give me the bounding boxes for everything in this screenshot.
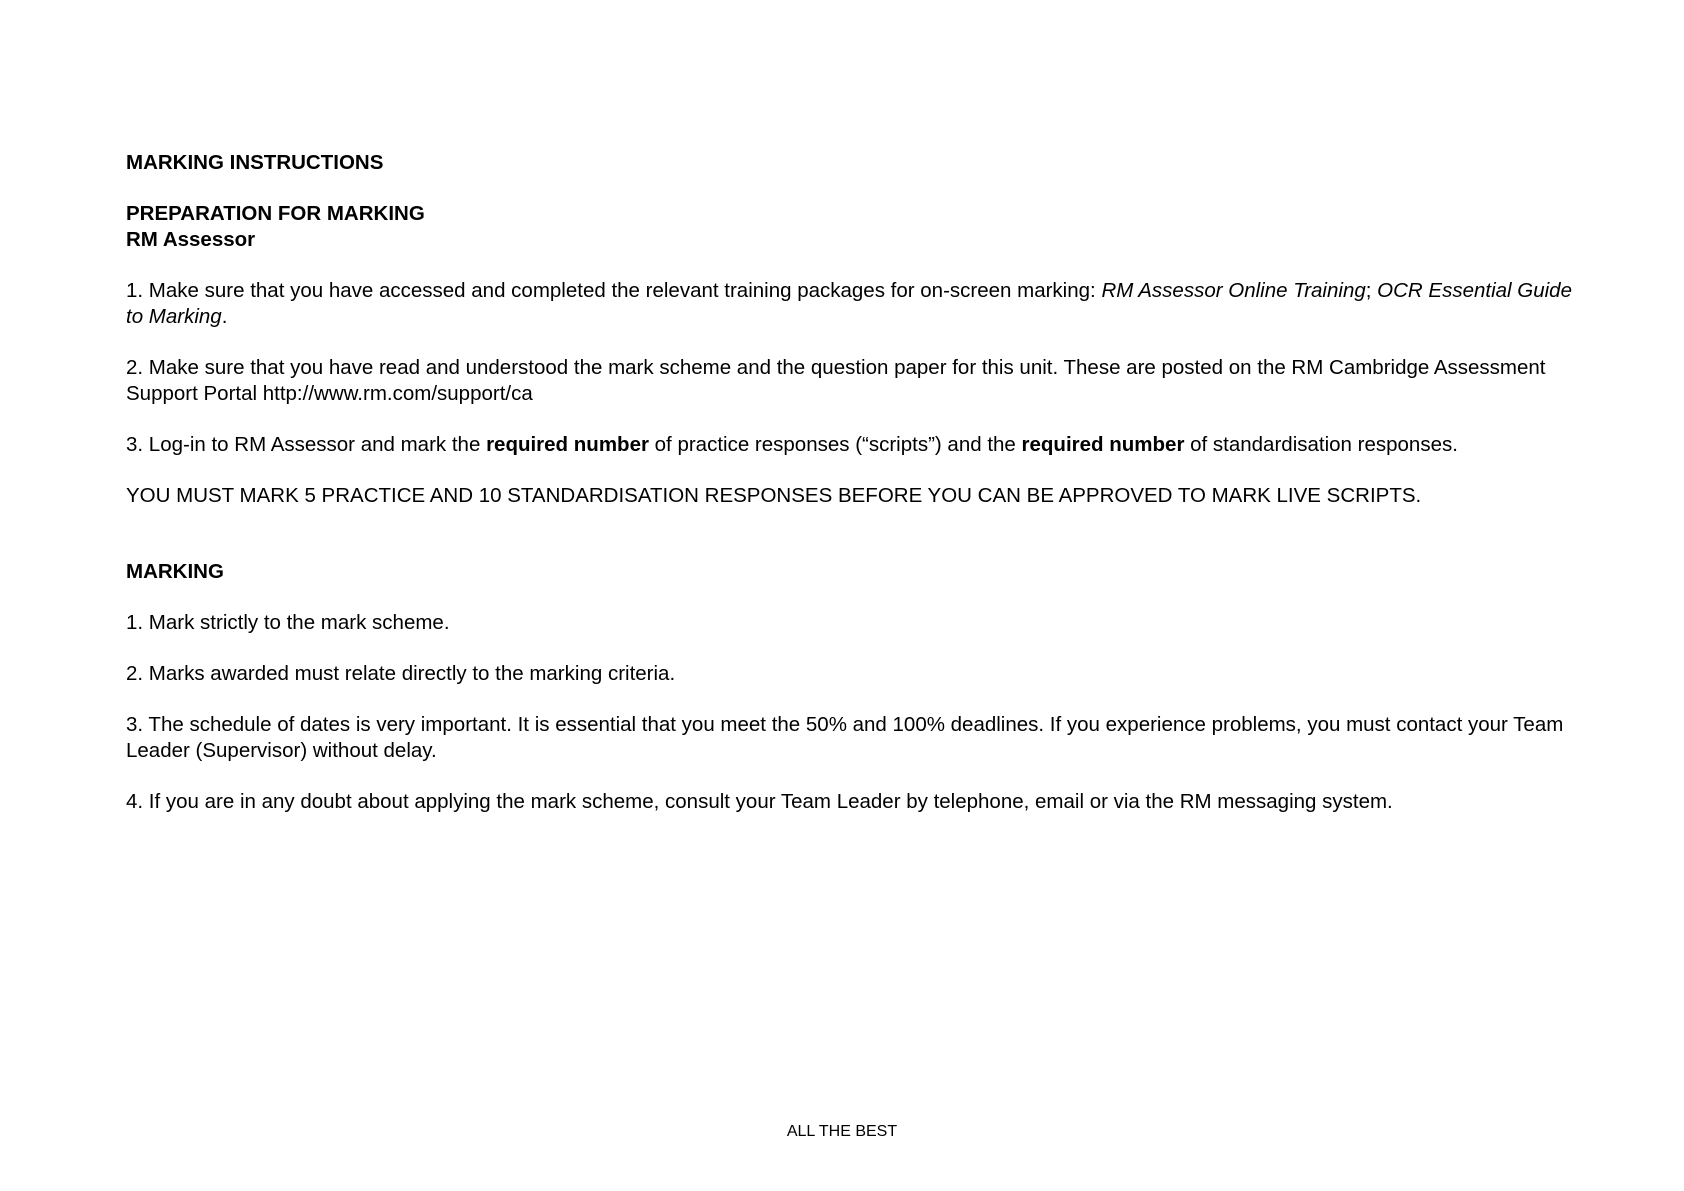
marking-item-2: 2. Marks awarded must relate directly to the marking criteria. xyxy=(126,662,676,685)
preparation-item-3-text-a: 3. Log-in to RM Assessor and mark the xyxy=(126,433,487,456)
marking-heading: MARKING xyxy=(126,560,224,583)
preparation-item-3 xyxy=(126,432,1576,458)
preparation-item-3-text-b: of practice responses (“scripts”) and the xyxy=(648,433,1022,456)
preparation-heading: PREPARATION FOR MARKING xyxy=(126,202,425,225)
preparation-item-1-end: . xyxy=(221,305,228,328)
training-title-rm-assessor: RM Assessor Online Training xyxy=(1101,279,1366,302)
marking-item-3: 3. The schedule of dates is very important. It is essential that you meet the 50% and 100% deadlines. If you experience problems, you must contact your Team Leader (Supervisor) without delay. xyxy=(126,713,1564,762)
preparation-item-3-text-c: of standardisation responses. xyxy=(1184,433,1458,456)
preparation-item-1-text: 1. Make sure that you have accessed and completed the relevant training packages for on-screen marking: xyxy=(126,279,1102,302)
preparation-item-1-separator: ; xyxy=(1365,279,1378,302)
training-title-ocr-guide: OCR Essential Guide to Marking xyxy=(126,279,1572,328)
preparation-item-1 xyxy=(126,278,1576,330)
footer-text: ALL THE BEST xyxy=(786,1123,898,1140)
document-body xyxy=(126,150,1576,815)
marking-item-4: 4. If you are in any doubt about applying the mark scheme, consult your Team Leader by telephone, email or via the RM messaging system. xyxy=(126,790,1393,813)
required-number-emphasis-2: required number xyxy=(1021,433,1185,456)
preparation-subheading: RM Assessor xyxy=(126,228,256,251)
preparation-item-2: 2. Make sure that you have read and understood the mark scheme and the question paper for this unit. These are posted on the RM Cambridge Assessment Support Portal http://www.rm.com/support/ca xyxy=(126,356,1546,405)
page-title: MARKING INSTRUCTIONS xyxy=(126,151,384,174)
required-number-emphasis-1: required number xyxy=(486,433,649,456)
preparation-notice: YOU MUST MARK 5 PRACTICE AND 10 STANDARDISATION RESPONSES BEFORE YOU CAN BE APPROVED TO MARK LIVE SCRIPTS. xyxy=(126,484,1422,507)
marking-item-1: 1. Mark strictly to the mark scheme. xyxy=(126,611,450,634)
